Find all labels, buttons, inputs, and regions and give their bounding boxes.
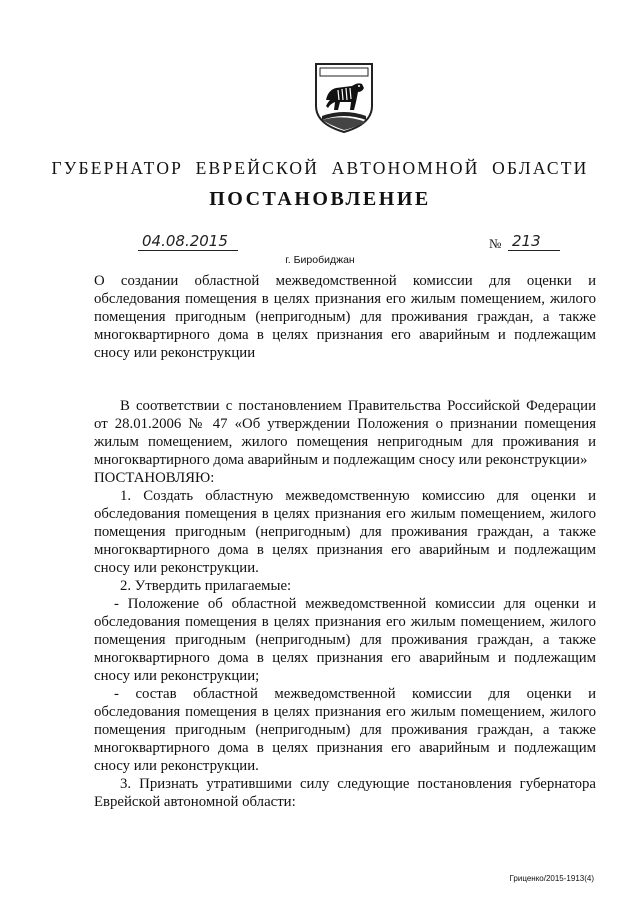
footer-code: Гриценко/2015-1913(4) (509, 874, 594, 883)
document-number: 213 (508, 232, 560, 251)
issuing-authority: ГУБЕРНАТОР ЕВРЕЙСКОЙ АВТОНОМНОЙ ОБЛАСТИ (51, 158, 589, 178)
item-1-paragraph: 1. Создать областную межведомственную комиссию для оценки и обследования помещения в целях признания его жилым помещением, жилого помещения пригодным (непригодным) для проживания граждан, а также многоквартирного дома в целях признания его аварийным и подлежащим сносу или реконструкции. (94, 488, 596, 576)
decree-heading: ПОСТАНОВЛЯЮ: (94, 470, 215, 486)
document-body (94, 397, 596, 811)
item-2b-paragraph: - состав областной межведомственной комиссии для оценки и обследования помещения в целях признания его жилым помещением, жилого помещения пригодным (непригодным) для проживания граждан, а также многоквартирного дома в целях признания его аварийным и подлежащим сносу или реконструкции. (94, 686, 596, 774)
item-2-paragraph: 2. Утвердить прилагаемые: (120, 578, 292, 594)
tiger-shield-icon (314, 62, 374, 134)
document-subject: О создании областной межведомственной комиссии для оценки и обследования помещения в целях признания его жилым помещением, жилого помещения пригодным (непригодным) для проживания граждан, а также многоквартирного дома в целях признания его аварийным и подлежащим сносу или реконструкции (94, 273, 596, 361)
document-type-title: ПОСТАНОВЛЕНИЕ (209, 188, 431, 210)
coat-of-arms-emblem (314, 62, 374, 134)
city-label: г. Биробиджан (285, 254, 355, 266)
preamble-paragraph: В соответствии с постановлением Правительства Российской Федерации от 28.01.2006 № 47 «Об утверждении Положения о признании помещения жилым помещением, жилого помещения непригодным для проживания и многоквартирного дома аварийным и подлежащим сносу или реконструкции» (94, 398, 596, 468)
document-date: 04.08.2015 (138, 232, 238, 251)
number-label: № (489, 236, 502, 251)
item-2a-paragraph: - Положение об областной межведомственной комиссии для оценки и обследования помещения в целях признания его жилым помещением, жилого помещения пригодным (непригодным) для проживания граждан, а также многоквартирного дома в целях признания его аварийным и подлежащим сносу или реконструкции; (94, 596, 596, 684)
item-3-paragraph: 3. Признать утратившими силу следующие постановления губернатора Еврейской автономной области: (94, 776, 596, 810)
